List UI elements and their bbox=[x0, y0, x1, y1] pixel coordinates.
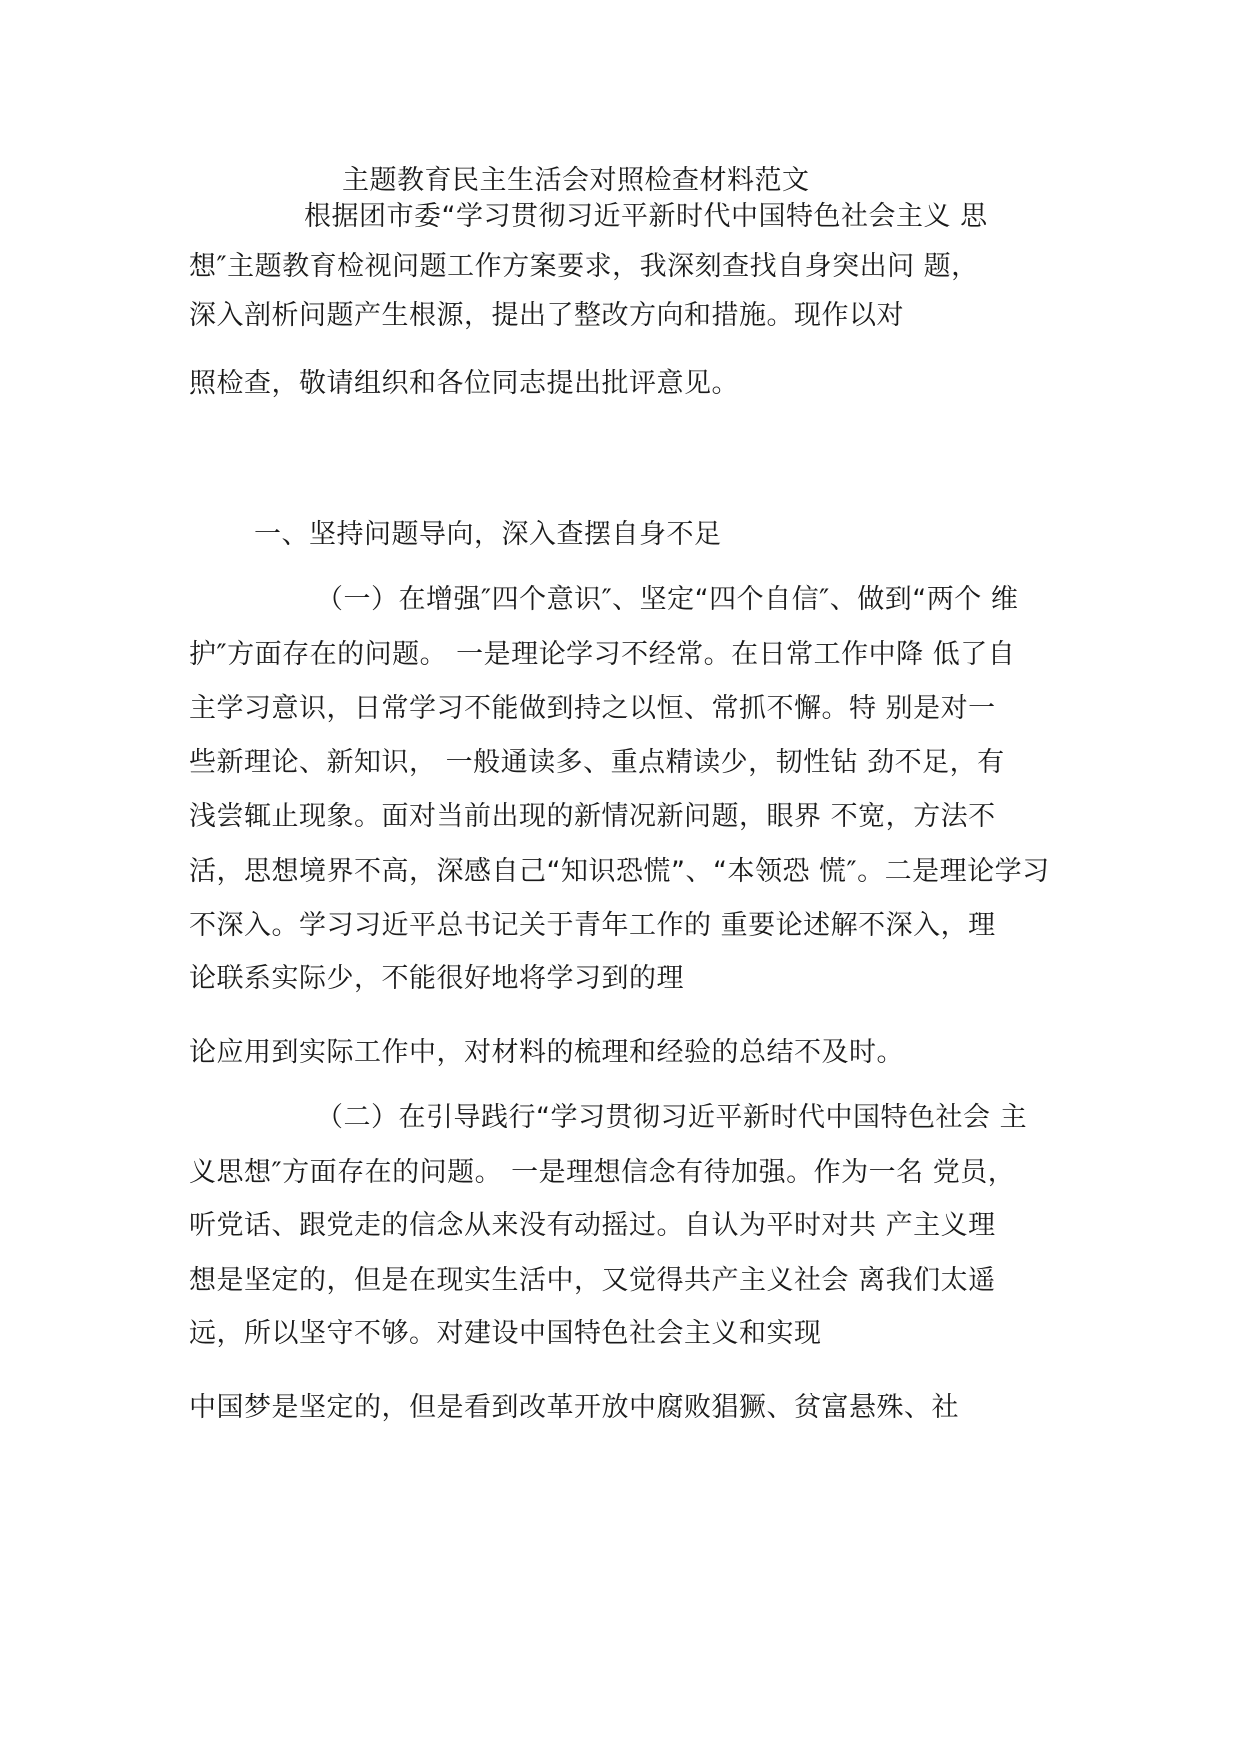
section-heading: 一、坚持问题导向，深入查摆自身不足 bbox=[254, 519, 722, 550]
paragraph-line: 论应用到实际工作中，对材料的梳理和经验的总结不及时。 bbox=[189, 1037, 904, 1068]
paragraph-line: 活，思想境界不高，深感自己“知识恐慌”、“本领恐 慌″。二是理论学习 bbox=[189, 856, 1050, 887]
paragraph-line: 些新理论、新知识， 一般通读多、重点精读少，韧性钻 劲不足，有 bbox=[189, 747, 1005, 778]
paragraph-line: 想是坚定的，但是在现实生活中，又觉得共产主义社会 离我们太遥 bbox=[189, 1265, 996, 1296]
paragraph-line: 远，所以坚守不够。对建设中国特色社会主义和实现 bbox=[189, 1318, 822, 1349]
paragraph-line: （一）在增强″四个意识″、坚定“四个自信″、做到“两个 维 bbox=[316, 584, 1019, 615]
paragraph-line: 论联系实际少，不能很好地将学习到的理 bbox=[189, 963, 684, 994]
paragraph-line: 护″方面存在的问题。 一是理论学习不经常。在日常工作中降 低了自 bbox=[189, 639, 1016, 670]
paragraph-line: 浅尝辄止现象。面对当前出现的新情况新问题，眼界 不宽，方法不 bbox=[189, 801, 996, 832]
paragraph-line: 主学习意识，日常学习不能做到持之以恒、常抓不懈。特 别是对一 bbox=[189, 693, 996, 724]
paragraph-line: 根据团市委“学习贯彻习近平新时代中国特色社会主义 思 bbox=[304, 201, 988, 232]
paragraph-line: 不深入。学习习近平总书记关于青年工作的 重要论述解不深入，理 bbox=[189, 910, 996, 941]
paragraph-line: 照检查，敬请组织和各位同志提出批评意见。 bbox=[189, 368, 739, 399]
paragraph-line: 中国梦是坚定的，但是看到改革开放中腐败猖獗、贫富悬殊、社 bbox=[189, 1392, 959, 1423]
paragraph-line: （二）在引导践行“学习贯彻习近平新时代中国特色社会 主 bbox=[316, 1102, 1028, 1133]
paragraph-line: 想″主题教育检视问题工作方案要求，我深刻查找自身突出问 题， bbox=[189, 251, 979, 282]
document-title: 主题教育民主生活会对照检查材料范文 bbox=[342, 165, 810, 196]
paragraph-line: 深入剖析问题产生根源，提出了整改方向和措施。现作以对 bbox=[189, 300, 904, 331]
paragraph-line: 义思想″方面存在的问题。 一是理想信念有待加强。作为一名 党员， bbox=[189, 1157, 1016, 1188]
paragraph-line: 听党话、跟党走的信念从来没有动摇过。自认为平时对共 产主义理 bbox=[189, 1210, 996, 1241]
